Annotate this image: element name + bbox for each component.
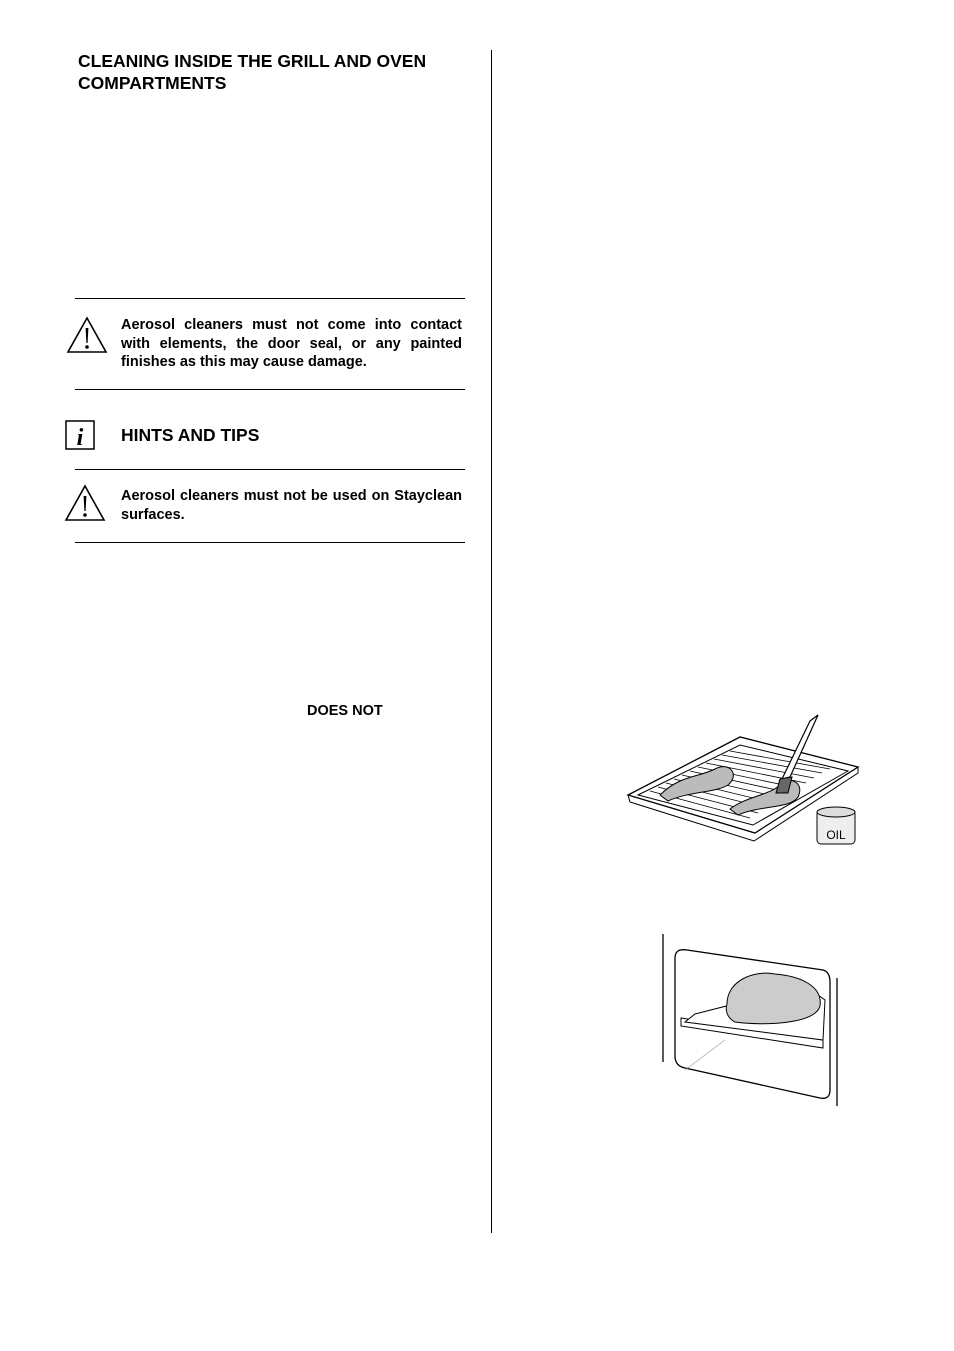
warning-text-1: Aerosol cleaners must not come into contact with elements, the door seal, or any painted finishes as this may cause damage. — [121, 317, 462, 370]
warning-triangle-icon — [64, 484, 106, 522]
divider-top-warning-2 — [75, 469, 465, 470]
warning-text-2: Aerosol cleaners must not be used on Stayclean surfaces. — [121, 488, 462, 523]
grill-pan-oiling-illustration — [620, 705, 870, 860]
divider-bottom-warning-1 — [75, 389, 465, 390]
section-title: CLEANING INSIDE THE GRILL AND OVEN COMPARTMENTS — [78, 51, 427, 93]
emphasis-text: DOES NOT — [307, 703, 383, 719]
oven-roasting-illustration — [655, 930, 845, 1115]
oil-jar-label: OIL — [826, 828, 846, 842]
hints-title: HINTS AND TIPS — [121, 425, 260, 445]
divider-bottom-warning-2 — [75, 542, 465, 543]
warning-triangle-icon — [66, 316, 108, 354]
info-icon — [65, 420, 95, 450]
svg-text:i: i — [76, 425, 84, 450]
divider-top-warning-1 — [75, 298, 465, 299]
column-divider — [491, 50, 492, 1233]
